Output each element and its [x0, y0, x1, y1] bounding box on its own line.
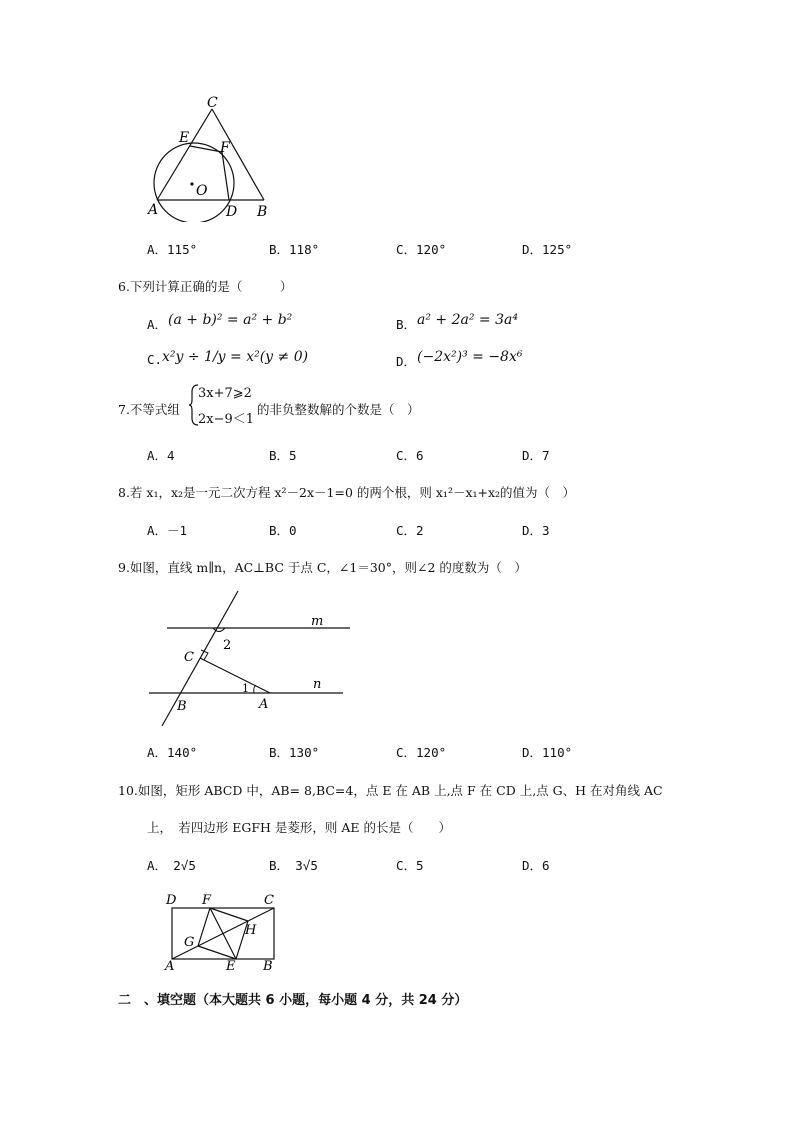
q6-option-c-expr: x²y ÷ 1/y = x²(y ≠ 0) [162, 349, 309, 365]
q6-stem: 6.下列计算正确的是（ ） [118, 279, 293, 294]
q9-option-c: C．120° [396, 745, 447, 760]
q9-option-d: D．110° [522, 745, 573, 760]
q8-option-a: A．－1 [147, 523, 188, 538]
q10-stem-line1: 10.如图，矩形 ABCD 中，AB= 8,BC=4，点 E 在 AB 上,点 F 在 CD 上,点 G、H 在对角线 AC [118, 783, 663, 798]
q10-option-c: C．5 [396, 858, 424, 873]
label-m: m [311, 614, 324, 629]
q7-prefix: 7.不等式组 [118, 402, 180, 417]
q9-option-b: B．130° [269, 745, 320, 760]
q10-stem-line2: 上， 若四边形 EGFH 是菱形，则 AE 的长是（ ） [147, 820, 451, 835]
q8-stem: 8.若 x₁，x₂是一元二次方程 x²－2x－1=0 的两个根，则 x₁²－x₁+x₂的值为（ ） [118, 485, 576, 500]
label-D: D [166, 893, 177, 908]
q9-figure [145, 588, 360, 730]
q10-option-d: D．6 [522, 858, 550, 873]
q7-option-b: B．5 [269, 448, 297, 463]
label-C: C [264, 893, 274, 908]
q6-option-a-label: A． [147, 317, 168, 332]
label-F: F [202, 893, 212, 908]
q7-suffix: 的非负整数解的个数是（ ） [257, 402, 420, 417]
label-B: B [257, 204, 268, 220]
q7-option-d: D．7 [522, 448, 550, 463]
label-A: A [259, 697, 269, 712]
q5-figure [140, 92, 290, 222]
q5-option-a: A．115° [147, 242, 198, 257]
label-1: 1 [242, 682, 249, 695]
label-E: E [226, 959, 236, 974]
label-n: n [313, 677, 322, 692]
label-H: H [245, 923, 257, 938]
label-G: G [184, 935, 195, 950]
q6-option-c-label: C. [147, 352, 163, 367]
q6-option-d-expr: (−2x²)³ = −8x⁶ [417, 349, 523, 365]
section-2-title: 二 、填空题（本大题共 6 小题，每小题 4 分，共 24 分） [118, 993, 468, 1008]
q7-line2: 2x−9＜1 [198, 412, 255, 427]
q8-option-d: D．3 [522, 523, 550, 538]
q6-option-d-label: D． [396, 354, 417, 369]
q10-option-b: B． 3√5 [269, 858, 318, 873]
label-A: A [165, 959, 175, 974]
q5-option-d: D．125° [522, 242, 573, 257]
q7-option-c: C．6 [396, 448, 424, 463]
label-A: A [148, 202, 159, 218]
q5-option-b: B．118° [269, 242, 320, 257]
label-C: C [184, 650, 194, 665]
q10-figure [160, 890, 285, 975]
q7-option-a: A．4 [147, 448, 175, 463]
label-O: O [196, 183, 208, 199]
q9-stem: 9.如图，直线 m∥n，AC⊥BC 于点 C，∠1＝30°，则∠2 的度数为（ ） [118, 560, 527, 575]
q5-option-c: C．120° [396, 242, 447, 257]
label-B: B [177, 699, 187, 714]
q6-option-a-expr: (a + b)² = a² + b² [168, 312, 293, 328]
label-C: C [207, 95, 218, 111]
q8-option-c: C．2 [396, 523, 424, 538]
label-E: E [179, 130, 190, 146]
q6-option-b-expr: a² + 2a² = 3a⁴ [417, 312, 518, 328]
label-D: D [226, 204, 238, 220]
q6-option-b-label: B． [396, 317, 417, 332]
q10-option-a: A． 2√5 [147, 858, 196, 873]
q7-line1: 3x+7⩾2 [198, 386, 252, 401]
q8-option-b: B．0 [269, 523, 297, 538]
q9-option-a: A．140° [147, 745, 198, 760]
label-B: B [263, 959, 273, 974]
label-F: F [220, 140, 230, 156]
label-2: 2 [223, 638, 232, 653]
